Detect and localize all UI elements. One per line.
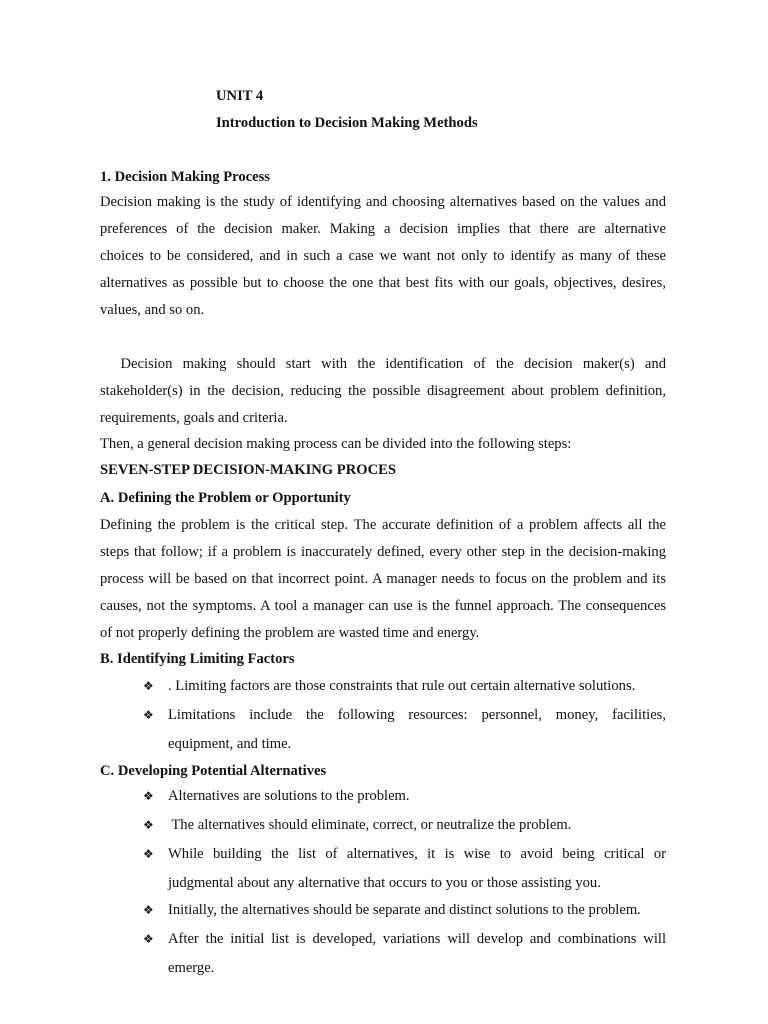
paragraph-line: stakeholder(s) in the decision, reducing the possible disagreement about problem definition, <box>100 383 666 399</box>
section-a-heading: A. Defining the Problem or Opportunity <box>100 490 351 506</box>
list-item-line: Initially, the alternatives should be separate and distinct solutions to the problem. <box>168 902 641 918</box>
seven-step-heading: SEVEN-STEP DECISION-MAKING PROCES <box>100 462 396 478</box>
list-item <box>168 844 666 894</box>
bullet-icon: ❖ <box>143 708 154 722</box>
list-item-line: emerge. <box>168 960 215 976</box>
paragraph-line: requirements, goals and criteria. <box>100 410 288 426</box>
list-item-line: . Limiting factors are those constraints that rule out certain alternative solutions. <box>168 678 636 694</box>
paragraph-line: alternatives as possible but to choose the one that best fits with our goals, objectives, desires, <box>100 275 666 291</box>
section-a-paragraph <box>100 515 666 645</box>
paragraph-line: steps that follow; if a problem is inaccurately defined, every other step in the decision-making <box>100 544 666 560</box>
list-item <box>168 676 666 696</box>
unit-label: UNIT 4 <box>216 88 264 104</box>
section-c-heading: C. Developing Potential Alternatives <box>100 763 327 779</box>
section-1-heading: 1. Decision Making Process <box>100 169 270 185</box>
section-b-heading: B. Identifying Limiting Factors <box>100 651 295 667</box>
list-item-line: Limitations include the following resources: personnel, money, facilities, <box>168 707 666 723</box>
list-item <box>168 929 666 979</box>
section-1-paragraph-3: Then, a general decision making process can be divided into the following steps: <box>100 436 572 452</box>
paragraph-line: process will be based on that incorrect point. A manager needs to focus on the problem and its <box>100 571 666 587</box>
section-1-paragraph-1 <box>100 192 666 322</box>
list-item-line: The alternatives should eliminate, correct, or neutralize the problem. <box>168 817 572 833</box>
document-title: Introduction to Decision Making Methods <box>216 115 478 131</box>
bullet-icon: ❖ <box>143 932 154 946</box>
paragraph-line: choices to be considered, and in such a case we want not only to identify as many of these <box>100 248 666 264</box>
section-1-paragraph-2 <box>100 354 666 430</box>
list-item-line: After the initial list is developed, variations will develop and combinations will <box>168 931 666 947</box>
paragraph-line: Decision making should start with the identification of the decision maker(s) and <box>100 356 666 372</box>
paragraph-line: Defining the problem is the critical step. The accurate definition of a problem affects all the <box>100 517 666 533</box>
list-item-line: equipment, and time. <box>168 736 292 752</box>
list-item-line: Alternatives are solutions to the problem. <box>168 788 410 804</box>
bullet-icon: ❖ <box>143 818 154 832</box>
list-item <box>168 705 666 755</box>
bullet-icon: ❖ <box>143 847 154 861</box>
bullet-icon: ❖ <box>143 903 154 917</box>
list-item <box>168 786 666 806</box>
list-item <box>168 900 666 920</box>
paragraph-line: Decision making is the study of identifying and choosing alternatives based on the values and <box>100 194 666 210</box>
paragraph-line: preferences of the decision maker. Making a decision implies that there are alternative <box>100 221 666 237</box>
list-item-line: judgmental about any alternative that occurs to you or those assisting you. <box>168 875 601 891</box>
paragraph-line: of not properly defining the problem are wasted time and energy. <box>100 625 480 641</box>
list-item-line: While building the list of alternatives, it is wise to avoid being critical or <box>168 846 666 862</box>
paragraph-line: values, and so on. <box>100 302 205 318</box>
bullet-icon: ❖ <box>143 679 154 693</box>
paragraph-line: causes, not the symptoms. A tool a manager can use is the funnel approach. The consequences <box>100 598 666 614</box>
bullet-icon: ❖ <box>143 789 154 803</box>
list-item <box>168 815 666 835</box>
